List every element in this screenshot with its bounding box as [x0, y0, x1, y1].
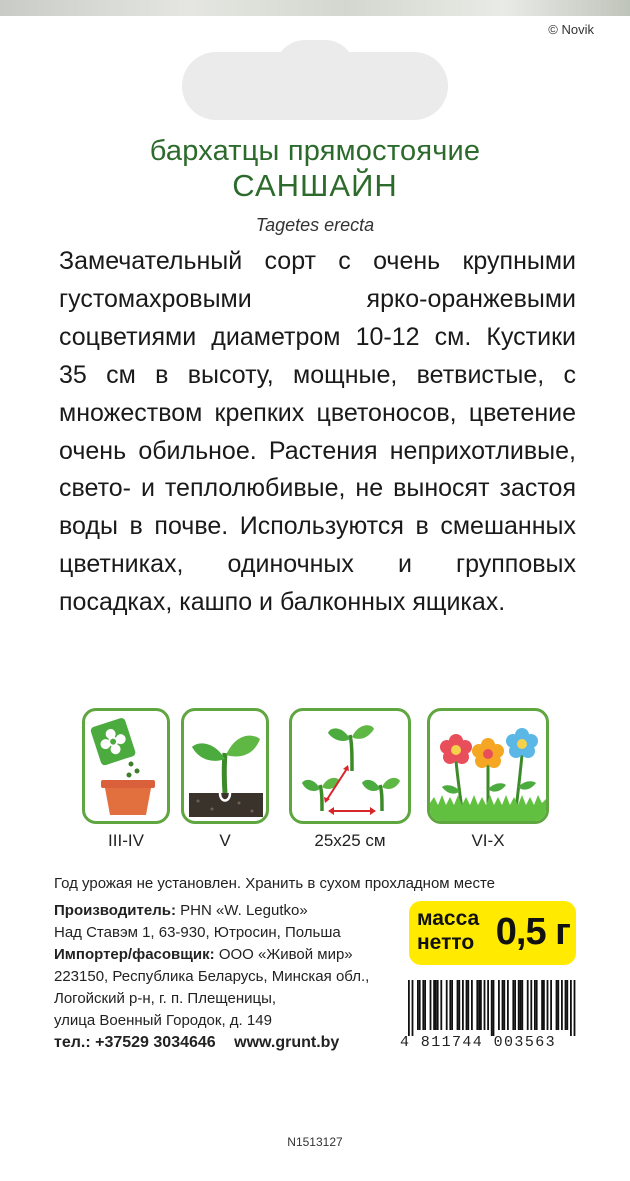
seedling-icon: [181, 708, 269, 824]
barcode-bar: [435, 980, 437, 1030]
barcode-bar: [458, 980, 460, 1030]
barcode-bar: [451, 980, 453, 1030]
barcode-bar: [527, 980, 529, 1030]
copyright-text: © Novik: [548, 22, 594, 37]
barcode-bar: [520, 980, 522, 1030]
barcode-bar: [498, 980, 500, 1030]
contact-line: [54, 1034, 353, 1052]
barcode-bar: [446, 980, 448, 1030]
barcode-bar: [484, 980, 486, 1030]
barcode-bar: [433, 980, 435, 1030]
producer-line: [54, 902, 308, 919]
flowers-icon: [427, 708, 549, 824]
article-code: N1513127: [287, 1135, 343, 1149]
product-description: Замечательный сорт с очень крупными густомахровыми ярко-оранжевыми соцветиями диаметром 10-12 см. Кустики 35 см в высоту, мощные, ветвистые, с множеством крепких цветоносов, цветение очень обильное. Растения неприхотливые, свето- и теплолюбивые, не выносят застоя воды в почве. Используются в смешанных цветниках, одиночных и групповых посадках, кашпо и балконных ящиках.: [59, 247, 576, 617]
barcode-bar: [550, 980, 552, 1030]
net-weight-label-line: масса: [417, 907, 480, 930]
importer-address-line: Логойский р-н, г. п. Плещеницы,: [54, 990, 277, 1007]
barcode-bar: [530, 980, 532, 1030]
storage-note: Год урожая не установлен. Хранить в сухом прохладном месте: [54, 875, 495, 892]
website-link[interactable]: www.grunt.by: [234, 1034, 340, 1051]
net-weight-badge: [409, 901, 576, 965]
barcode-bar: [536, 980, 538, 1030]
barcode-bar: [561, 980, 563, 1030]
seedling-period-label: V: [219, 831, 231, 850]
importer-address-line: улица Военный Городок, д. 149: [54, 1012, 272, 1029]
importer-line: [54, 946, 353, 963]
spacing-label: 25x25 см: [314, 831, 386, 850]
flowering-period-label: VI-X: [471, 831, 505, 850]
barcode-bar: [417, 980, 419, 1030]
barcode-bar: [437, 980, 439, 1030]
barcode-image: [404, 980, 576, 1036]
barcode-bar: [440, 980, 442, 1030]
barcode-bar: [556, 980, 558, 1030]
barcode-bar: [487, 980, 489, 1030]
product-title: САНШАЙН: [232, 168, 398, 203]
barcode-bar: [512, 980, 514, 1030]
barcode-digits: 4 811744 003563: [400, 1034, 557, 1051]
barcode-bar: [521, 980, 523, 1030]
barcode-bar: [543, 980, 545, 1030]
barcode-bar: [430, 980, 432, 1030]
producer-label: Производитель:: [54, 902, 176, 919]
barcode-bar: [518, 980, 520, 1030]
phone-number: тел.: +37529 3034646: [54, 1034, 216, 1051]
importer-name: ООО «Живой мир»: [218, 946, 353, 963]
producer-name: PHN «W. Legutko»: [180, 902, 308, 919]
sowing-pot-icon: [82, 708, 170, 824]
planting-spacing-icon: [289, 708, 411, 824]
barcode-bar: [476, 980, 478, 1030]
barcode-bar: [534, 980, 536, 1030]
barcode-bar: [466, 980, 468, 1030]
producer-address: Над Ставэм 1, 63-930, Ютросин, Польша: [54, 924, 341, 941]
top-photo-strip: [0, 0, 630, 16]
importer-address-line: 223150, Республика Беларусь, Минская обл.,: [54, 968, 370, 985]
barcode-bar: [493, 980, 495, 1036]
barcode-bar: [478, 980, 480, 1030]
barcode-bar: [514, 980, 516, 1030]
barcode-bar: [424, 980, 426, 1030]
barcode-bar: [422, 980, 424, 1030]
barcode-bar: [566, 980, 568, 1030]
barcode-bar: [449, 980, 451, 1030]
barcode-bar: [408, 980, 410, 1036]
barcode-bar: [462, 980, 464, 1030]
barcode-bar: [471, 980, 473, 1030]
latin-name: Tagetes erecta: [255, 215, 375, 235]
barcode-bar: [502, 980, 504, 1030]
barcode-bar: [570, 980, 572, 1036]
net-weight-label: [417, 907, 479, 955]
sowing-period-label: III-IV: [108, 831, 144, 850]
net-weight-value: 0,5 г: [495, 911, 570, 953]
barcode-bar: [480, 980, 482, 1030]
net-weight-label-line: нетто: [417, 931, 475, 954]
barcode-bar: [419, 980, 421, 1030]
barcode-bar: [491, 980, 493, 1036]
product-subtitle: бархатцы прямостоячие: [149, 135, 481, 167]
barcode-bar: [574, 980, 576, 1036]
barcode-bar: [412, 980, 414, 1036]
barcode-bar: [557, 980, 559, 1030]
barcode-bar: [541, 980, 543, 1030]
barcode-bar: [503, 980, 505, 1030]
barcode-bar: [457, 980, 459, 1030]
barcode-bar: [547, 980, 549, 1030]
barcode-bar: [467, 980, 469, 1030]
hang-hole-shape: [182, 52, 448, 120]
importer-label: Импортер/фасовщик:: [54, 946, 215, 963]
barcode-bar: [565, 980, 567, 1030]
barcode-bar: [507, 980, 509, 1030]
